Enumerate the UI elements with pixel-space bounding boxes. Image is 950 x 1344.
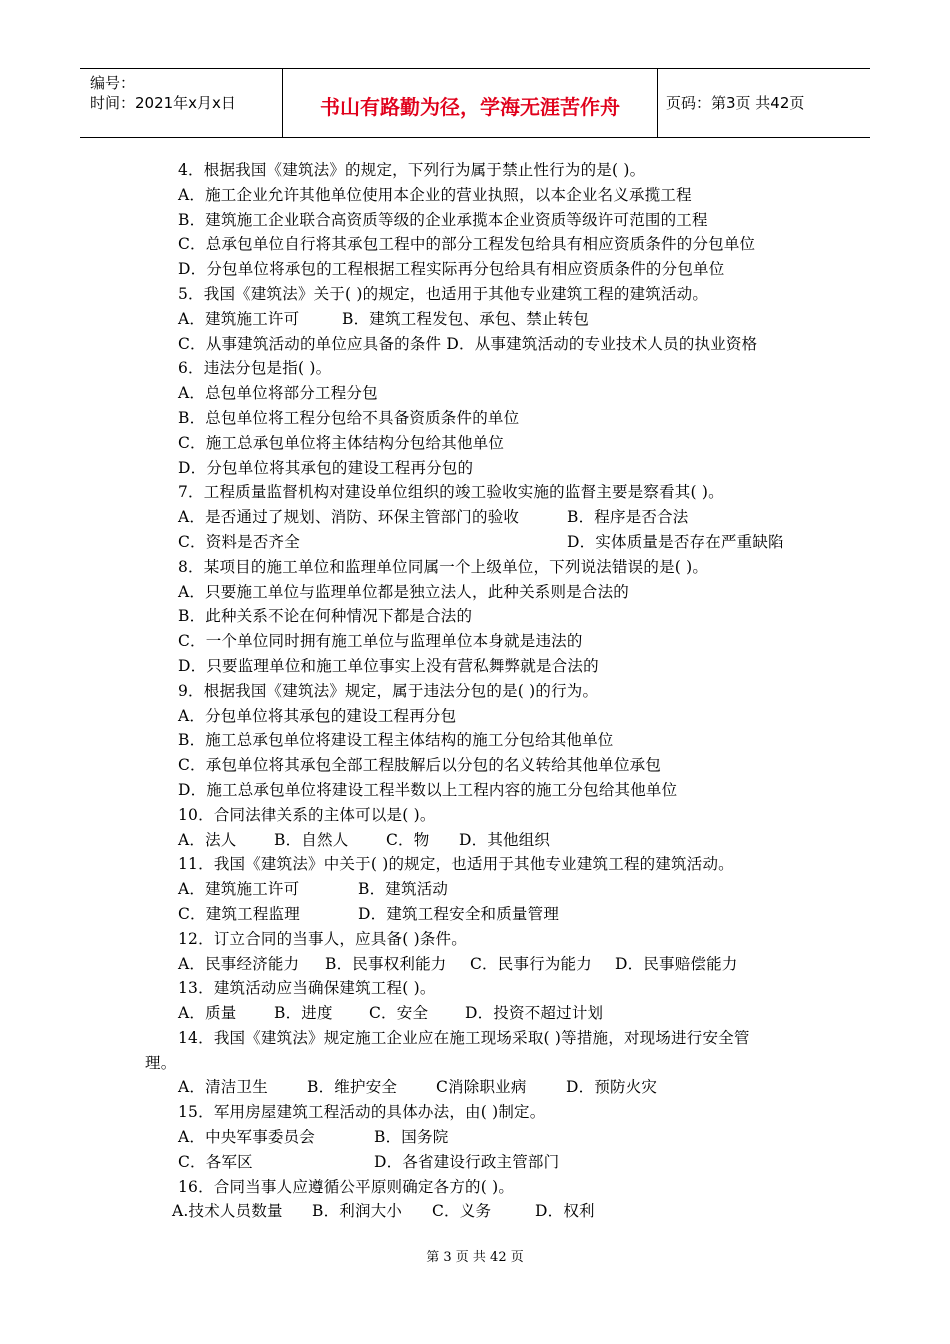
answer-option: C．资料是否齐全 [178, 532, 300, 551]
text-line: B．总包单位将工程分包给不具备资质条件的单位 [178, 408, 520, 427]
text-line: C．总承包单位自行将其承包工程中的部分工程发包给具有相应资质条件的分包单位 [178, 235, 756, 254]
text-line: A．只要施工单位与监理单位都是独立法人，此种关系则是合法的 [178, 582, 629, 601]
question-text: 13．建筑活动应当确保建筑工程( )。 [178, 979, 436, 998]
option-row [145, 877, 825, 902]
answer-option: D．建筑工程安全和质量管理 [358, 904, 560, 923]
option-row [145, 1199, 825, 1224]
question-text: 10．合同法律关系的主体可以是( )。 [178, 805, 436, 824]
answer-option: B．利润大小 [312, 1202, 403, 1221]
question-text: 6．违法分包是指( )。 [178, 359, 332, 378]
answer-option: C．安全 [369, 1004, 429, 1023]
question-text: 11．我国《建筑法》中关于( )的规定，也适用于其他专业建筑工程的建筑活动。 [178, 855, 734, 874]
answer-option: A．质量 [178, 1004, 237, 1023]
answer-option: A．是否通过了规划、消防、环保主管部门的验收 [178, 508, 520, 527]
option-row [145, 1125, 825, 1150]
question-list [145, 158, 825, 1224]
answer-option: C消除职业病 [436, 1078, 527, 1097]
answer-option: B．国务院 [374, 1128, 449, 1147]
question-text: 16．合同当事人应遵循公平原则确定各方的( )。 [178, 1177, 515, 1196]
answer-option: C．民事行为能力 [470, 954, 592, 973]
answer-option: D．权利 [535, 1202, 595, 1221]
answer-option: A.技术人员数量 [172, 1202, 283, 1221]
header-left-cell [80, 69, 283, 137]
answer-option: B．民事权利能力 [325, 954, 447, 973]
option-row [145, 530, 825, 555]
text-line: A．分包单位将其承包的建设工程再分包 [178, 706, 457, 725]
text-line: C．施工总承包单位将主体结构分包给其他单位 [178, 433, 505, 452]
question-text: 7．工程质量监督机构对建设单位组织的竣工验收实施的监督主要是察看其( )。 [178, 483, 724, 502]
text-line: C．从事建筑活动的单位应具备的条件 D．从事建筑活动的专业技术人员的执业资格 [178, 334, 758, 353]
text-line: D．只要监理单位和施工单位事实上没有营私舞弊就是合法的 [178, 656, 599, 675]
header-motto: 书山有路勤为径，学海无涯苦作舟 [320, 95, 620, 119]
text-line: D．分包单位将其承包的建设工程再分包的 [178, 458, 474, 477]
text-line: A．施工企业允许其他单位使用本企业的营业执照，以本企业名义承揽工程 [178, 185, 692, 204]
text-line: C．承包单位将其承包全部工程肢解后以分包的名义转给其他单位承包 [178, 756, 662, 775]
answer-option: B．自然人 [274, 830, 349, 849]
question-text: 15．军用房屋建筑工程活动的具体办法，由( )制定。 [178, 1103, 546, 1122]
answer-option: A．清洁卫生 [178, 1078, 268, 1097]
header-page-cell [658, 69, 870, 137]
header-page-info: 页码：第3页 共42页 [666, 94, 805, 112]
question-text: 8．某项目的施工单位和监理单位同属一个上级单位，下列说法错误的是( )。 [178, 557, 709, 576]
page-header [80, 68, 870, 138]
page-footer: 第 3 页 共 42 页 [426, 1250, 524, 1265]
text-line: B．此种关系不论在何种情况下都是合法的 [178, 607, 473, 626]
option-row [145, 1001, 825, 1026]
answer-option: D．其他组织 [459, 830, 551, 849]
answer-option: C．义务 [432, 1202, 492, 1221]
text-line: B．施工总承包单位将建设工程主体结构的施工分包给其他单位 [178, 731, 614, 750]
question-text: 5．我国《建筑法》关于( )的规定，也适用于其他专业建筑工程的建筑活动。 [178, 284, 709, 303]
question-text: 12．订立合同的当事人，应具备( )条件。 [178, 929, 467, 948]
text-line: B．建筑施工企业联合高资质等级的企业承揽本企业资质等级许可范围的工程 [178, 210, 708, 229]
answer-option: A．中央军事委员会 [178, 1128, 315, 1147]
option-row [145, 828, 825, 853]
answer-option: D．民事赔偿能力 [615, 954, 738, 973]
text-line: A．总包单位将部分工程分包 [178, 384, 378, 403]
option-row [145, 1150, 825, 1175]
answer-option: B．维护安全 [307, 1078, 398, 1097]
question-text: 9．根据我国《建筑法》规定，属于违法分包的是( )的行为。 [178, 681, 599, 700]
answer-option: A．建筑施工许可 [178, 880, 300, 899]
answer-option: D．预防火灾 [566, 1078, 658, 1097]
option-row [145, 505, 825, 530]
option-row [145, 952, 825, 977]
answer-option: A．法人 [178, 830, 237, 849]
answer-option: C．建筑工程监理 [178, 904, 300, 923]
option-row [145, 307, 825, 332]
answer-option: D．投资不超过计划 [465, 1004, 604, 1023]
document-number-label: 编号： [90, 74, 136, 92]
text-line: D．分包单位将承包的工程根据工程实际再分包给具有相应资质条件的分包单位 [178, 260, 725, 279]
option-row [145, 1075, 825, 1100]
text-line: D．施工总承包单位将建设工程半数以上工程内容的施工分包给其他单位 [178, 780, 678, 799]
answer-option: A．民事经济能力 [178, 954, 300, 973]
header-motto-cell [283, 69, 658, 137]
answer-option: C．各军区 [178, 1152, 253, 1171]
answer-option: B．程序是否合法 [567, 508, 689, 527]
answer-option: A．建筑施工许可 [178, 309, 300, 328]
text-line: C．一个单位同时拥有施工单位与监理单位本身就是违法的 [178, 632, 583, 651]
answer-option: D．实体质量是否存在严重缺陷 [567, 532, 784, 551]
answer-option: D．各省建设行政主管部门 [374, 1152, 560, 1171]
answer-option: B．进度 [274, 1004, 333, 1023]
document-time-label: 时间：2021年x月x日 [90, 94, 236, 112]
answer-option: B．建筑工程发包、承包、禁止转包 [342, 309, 590, 328]
option-row [145, 902, 825, 927]
answer-option: B．建筑活动 [358, 880, 449, 899]
question-text: 14．我国《建筑法》规定施工企业应在施工现场采取( )等措施，对现场进行安全管 [178, 1028, 750, 1047]
answer-option: C．物 [386, 830, 430, 849]
text-line: 理。 [145, 1053, 177, 1072]
question-text: 4．根据我国《建筑法》的规定，下列行为属于禁止性行为的是( )。 [178, 161, 646, 179]
